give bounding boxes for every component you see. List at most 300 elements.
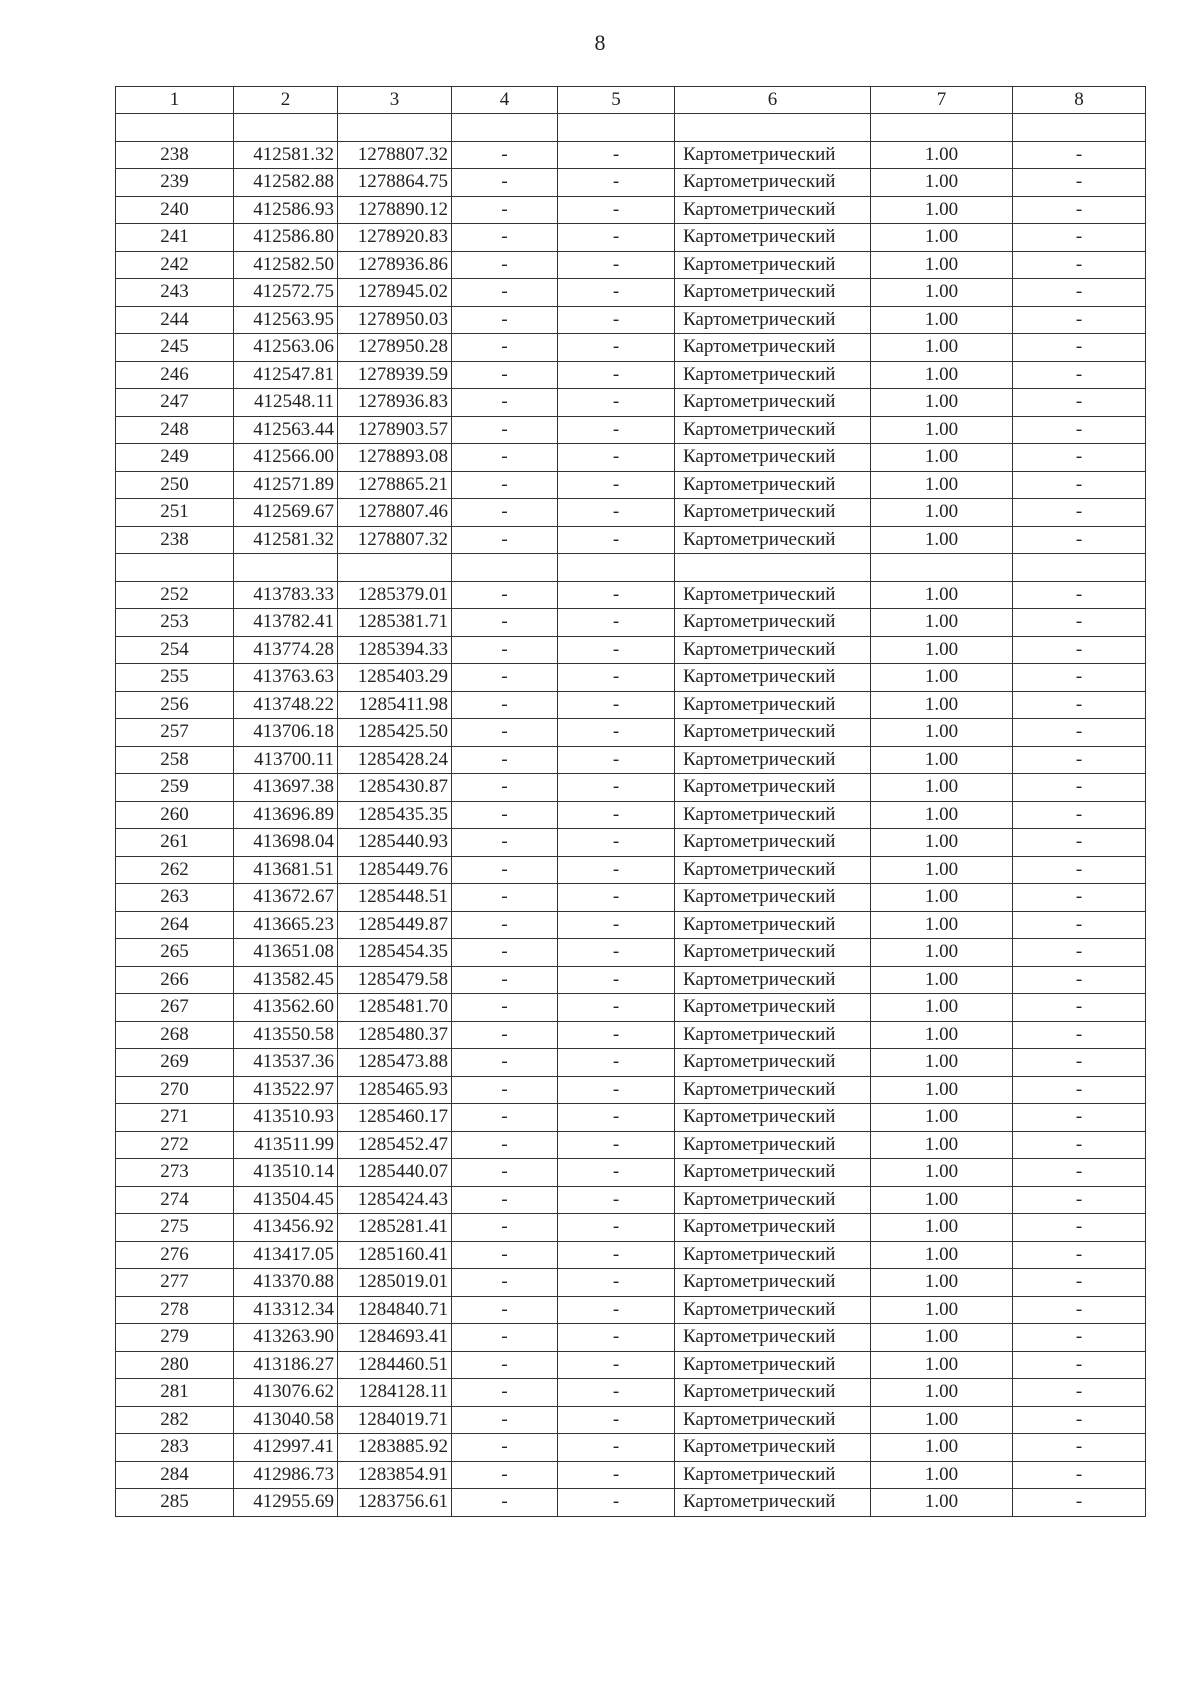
page-number: 8 [594, 30, 606, 55]
table-cell: 261 [116, 829, 234, 857]
table-cell: Картометрический [675, 609, 871, 637]
table-cell: 412563.44 [234, 416, 338, 444]
table-cell: - [452, 664, 558, 692]
table-cell: 413550.58 [234, 1021, 338, 1049]
table-cell: 265 [116, 939, 234, 967]
table-cell: - [1013, 884, 1146, 912]
table-cell: 1.00 [871, 774, 1013, 802]
table-cell: Картометрический [675, 444, 871, 472]
table-cell: - [1013, 1434, 1146, 1462]
table-cell: 413504.45 [234, 1186, 338, 1214]
table-cell: - [1013, 1131, 1146, 1159]
table-cell: 1285424.43 [338, 1186, 452, 1214]
table-cell: - [558, 526, 675, 554]
table-cell: 412582.88 [234, 169, 338, 197]
table-cell: 1.00 [871, 526, 1013, 554]
table-cell: Картометрический [675, 581, 871, 609]
table-cell: - [452, 1049, 558, 1077]
table-cell: 284 [116, 1461, 234, 1489]
table-cell: 1.00 [871, 361, 1013, 389]
table-row [116, 389, 1146, 417]
table-cell: - [558, 169, 675, 197]
table-row [116, 911, 1146, 939]
empty-cell [871, 114, 1013, 142]
table-cell: 241 [116, 224, 234, 252]
table-cell: - [1013, 196, 1146, 224]
column-header: 1 [116, 87, 234, 114]
table-cell: - [1013, 636, 1146, 664]
table-row [116, 1379, 1146, 1407]
table-cell: - [558, 1104, 675, 1132]
table-cell: 258 [116, 746, 234, 774]
column-header: 7 [871, 87, 1013, 114]
table-cell: 413582.45 [234, 966, 338, 994]
table-cell: - [1013, 1379, 1146, 1407]
table-cell: 1278807.46 [338, 499, 452, 527]
table-cell: - [1013, 829, 1146, 857]
table-cell: 1.00 [871, 884, 1013, 912]
table-cell: - [1013, 471, 1146, 499]
table-row [116, 939, 1146, 967]
table-cell: 276 [116, 1241, 234, 1269]
table-cell: 1.00 [871, 334, 1013, 362]
table-cell: - [558, 1461, 675, 1489]
table-cell: 412566.00 [234, 444, 338, 472]
table-row [116, 966, 1146, 994]
table-cell: 413186.27 [234, 1351, 338, 1379]
table-cell: 272 [116, 1131, 234, 1159]
empty-cell [116, 114, 234, 142]
table-cell: 413040.58 [234, 1406, 338, 1434]
table-cell: 268 [116, 1021, 234, 1049]
table-cell: 413665.23 [234, 911, 338, 939]
table-cell: Картометрический [675, 884, 871, 912]
table-cell: 238 [116, 141, 234, 169]
table-cell: Картометрический [675, 279, 871, 307]
table-cell: 1.00 [871, 499, 1013, 527]
table-row [116, 169, 1146, 197]
table-cell: Картометрический [675, 196, 871, 224]
table-row [116, 884, 1146, 912]
table-cell: 266 [116, 966, 234, 994]
table-row [116, 1351, 1146, 1379]
table-cell: - [1013, 361, 1146, 389]
table-cell: Картометрический [675, 1076, 871, 1104]
table-cell: 1278903.57 [338, 416, 452, 444]
table-cell: 239 [116, 169, 234, 197]
table-cell: - [558, 1214, 675, 1242]
table-cell: 1284460.51 [338, 1351, 452, 1379]
table-row [116, 774, 1146, 802]
table-cell: - [558, 966, 675, 994]
table-cell: 1.00 [871, 719, 1013, 747]
table-cell: 413076.62 [234, 1379, 338, 1407]
table-row [116, 1131, 1146, 1159]
table-cell: Картометрический [675, 1269, 871, 1297]
table-cell: 413456.92 [234, 1214, 338, 1242]
table-cell: Картометрический [675, 1104, 871, 1132]
table-cell: 1.00 [871, 416, 1013, 444]
table-cell: 1285403.29 [338, 664, 452, 692]
table-cell: 1285449.87 [338, 911, 452, 939]
table-cell: - [452, 1324, 558, 1352]
table-cell: 413562.60 [234, 994, 338, 1022]
table-cell: 413522.97 [234, 1076, 338, 1104]
table-cell: - [452, 279, 558, 307]
table-cell: - [452, 884, 558, 912]
table-row [116, 994, 1146, 1022]
table-cell: Картометрический [675, 361, 871, 389]
table-cell: 1278936.86 [338, 251, 452, 279]
table-cell: 1285448.51 [338, 884, 452, 912]
table-cell: 413417.05 [234, 1241, 338, 1269]
table-cell: - [452, 994, 558, 1022]
table-cell: Картометрический [675, 1489, 871, 1517]
table-cell: 413783.33 [234, 581, 338, 609]
table-cell: Картометрический [675, 169, 871, 197]
table-cell: - [452, 581, 558, 609]
table-cell: - [558, 471, 675, 499]
table-row [116, 1324, 1146, 1352]
table-cell: 1.00 [871, 1241, 1013, 1269]
table-cell: 412547.81 [234, 361, 338, 389]
table-cell: Картометрический [675, 746, 871, 774]
table-cell: - [1013, 691, 1146, 719]
empty-cell [234, 554, 338, 582]
table-cell: 1278864.75 [338, 169, 452, 197]
coordinates-table [115, 86, 1146, 1517]
table-cell: Картометрический [675, 1159, 871, 1187]
table-cell: 1285411.98 [338, 691, 452, 719]
table-cell: 1283885.92 [338, 1434, 452, 1462]
table-cell: 1.00 [871, 801, 1013, 829]
table-cell: 259 [116, 774, 234, 802]
table-cell: - [452, 1076, 558, 1104]
table-row [116, 1296, 1146, 1324]
table-cell: 1285440.07 [338, 1159, 452, 1187]
table-cell: - [1013, 1461, 1146, 1489]
table-row [116, 306, 1146, 334]
table-cell: 1.00 [871, 1104, 1013, 1132]
table-cell: 1.00 [871, 746, 1013, 774]
table-cell: - [1013, 801, 1146, 829]
table-cell: - [452, 746, 558, 774]
table-cell: 1278807.32 [338, 526, 452, 554]
empty-cell [871, 554, 1013, 582]
table-cell: 1285394.33 [338, 636, 452, 664]
table-cell: - [452, 471, 558, 499]
table-cell: 285 [116, 1489, 234, 1517]
table-cell: 1.00 [871, 224, 1013, 252]
table-cell: - [452, 526, 558, 554]
table-cell: - [1013, 911, 1146, 939]
table-cell: - [452, 1461, 558, 1489]
table-row [116, 141, 1146, 169]
table-row [116, 251, 1146, 279]
table-cell: - [558, 389, 675, 417]
table-cell: - [452, 856, 558, 884]
table-cell: - [1013, 966, 1146, 994]
table-cell: 1.00 [871, 1379, 1013, 1407]
table-cell: 1.00 [871, 939, 1013, 967]
table-cell: - [452, 169, 558, 197]
table-cell: 1278936.83 [338, 389, 452, 417]
table-cell: 412986.73 [234, 1461, 338, 1489]
table-cell: 1285281.41 [338, 1214, 452, 1242]
table-cell: - [452, 416, 558, 444]
table-cell: Картометрический [675, 1296, 871, 1324]
table-cell: - [1013, 746, 1146, 774]
column-header: 6 [675, 87, 871, 114]
table-cell: - [558, 994, 675, 1022]
empty-cell [452, 114, 558, 142]
table-row [116, 856, 1146, 884]
table-cell: 1.00 [871, 994, 1013, 1022]
table-row [116, 224, 1146, 252]
table-cell: 1283854.91 [338, 1461, 452, 1489]
table-cell: Картометрический [675, 526, 871, 554]
table-cell: 413681.51 [234, 856, 338, 884]
table-cell: - [558, 636, 675, 664]
empty-cell [234, 114, 338, 142]
table-cell: - [452, 801, 558, 829]
table-cell: 413312.34 [234, 1296, 338, 1324]
table-cell: - [558, 1296, 675, 1324]
table-cell: - [1013, 1021, 1146, 1049]
table-cell: Картометрический [675, 994, 871, 1022]
table-cell: 275 [116, 1214, 234, 1242]
table-cell: - [1013, 1159, 1146, 1187]
table-cell: 1.00 [871, 1131, 1013, 1159]
table-cell: 1.00 [871, 1296, 1013, 1324]
table-cell: Картометрический [675, 1186, 871, 1214]
table-cell: - [1013, 169, 1146, 197]
table-cell: 1.00 [871, 636, 1013, 664]
table-cell: 413510.14 [234, 1159, 338, 1187]
table-cell: - [452, 1379, 558, 1407]
table-cell: 413700.11 [234, 746, 338, 774]
table-cell: - [1013, 1296, 1146, 1324]
table-cell: 269 [116, 1049, 234, 1077]
table-cell: 1285430.87 [338, 774, 452, 802]
table-cell: 1284693.41 [338, 1324, 452, 1352]
table-cell: 1285460.17 [338, 1104, 452, 1132]
table-cell: - [1013, 416, 1146, 444]
table-cell: - [452, 1214, 558, 1242]
table-cell: - [558, 1406, 675, 1434]
table-cell: - [558, 1489, 675, 1517]
table-cell: Картометрический [675, 636, 871, 664]
table-cell: - [452, 719, 558, 747]
table-cell: 283 [116, 1434, 234, 1462]
table-cell: 1278807.32 [338, 141, 452, 169]
table-cell: 1278945.02 [338, 279, 452, 307]
table-row [116, 581, 1146, 609]
table-cell: 412582.50 [234, 251, 338, 279]
table-cell: 254 [116, 636, 234, 664]
column-header: 4 [452, 87, 558, 114]
table-cell: - [558, 361, 675, 389]
table-cell: - [1013, 774, 1146, 802]
table-cell: 1285480.37 [338, 1021, 452, 1049]
table-cell: - [558, 1379, 675, 1407]
table-row [116, 471, 1146, 499]
table-cell: Картометрический [675, 1434, 871, 1462]
table-row [116, 664, 1146, 692]
table-cell: - [558, 911, 675, 939]
table-cell: 1.00 [871, 444, 1013, 472]
table-cell: 412997.41 [234, 1434, 338, 1462]
table-cell: - [452, 1434, 558, 1462]
empty-cell [1013, 114, 1146, 142]
column-header: 8 [1013, 87, 1146, 114]
table-cell: - [558, 774, 675, 802]
empty-cell [1013, 554, 1146, 582]
table-cell: Картометрический [675, 1324, 871, 1352]
table-cell: - [558, 1324, 675, 1352]
table-cell: 1.00 [871, 1021, 1013, 1049]
table-cell: 413651.08 [234, 939, 338, 967]
table-cell: 1285454.35 [338, 939, 452, 967]
table-cell: 1.00 [871, 1351, 1013, 1379]
table-row [116, 1241, 1146, 1269]
table-cell: - [452, 1131, 558, 1159]
table-row [116, 691, 1146, 719]
table-cell: Картометрический [675, 251, 871, 279]
table-cell: - [1013, 1241, 1146, 1269]
table-cell: - [558, 279, 675, 307]
table-cell: 413774.28 [234, 636, 338, 664]
table-row [116, 1186, 1146, 1214]
table-cell: - [452, 389, 558, 417]
table-cell: - [452, 1489, 558, 1517]
table-cell: - [452, 141, 558, 169]
table-cell: Картометрический [675, 774, 871, 802]
table-cell: - [1013, 1489, 1146, 1517]
table-cell: 1.00 [871, 1434, 1013, 1462]
table-cell: 1284019.71 [338, 1406, 452, 1434]
column-header: 5 [558, 87, 675, 114]
table-cell: - [452, 966, 558, 994]
table-row [116, 609, 1146, 637]
table-cell: 280 [116, 1351, 234, 1379]
table-cell: 1.00 [871, 1159, 1013, 1187]
table-cell: 412955.69 [234, 1489, 338, 1517]
table-row [116, 196, 1146, 224]
table-cell: - [1013, 1186, 1146, 1214]
table-cell: - [558, 251, 675, 279]
empty-cell [338, 114, 452, 142]
table-cell: 1285425.50 [338, 719, 452, 747]
table-cell: - [1013, 1104, 1146, 1132]
table-cell: 255 [116, 664, 234, 692]
table-cell: 412586.80 [234, 224, 338, 252]
table-cell: Картометрический [675, 856, 871, 884]
table-cell: 412563.95 [234, 306, 338, 334]
table-cell: Картометрический [675, 1021, 871, 1049]
table-cell: 249 [116, 444, 234, 472]
table-cell: - [558, 1269, 675, 1297]
table-cell: 256 [116, 691, 234, 719]
table-cell: 413696.89 [234, 801, 338, 829]
table-cell: - [558, 829, 675, 857]
table-cell: 1285381.71 [338, 609, 452, 637]
empty-cell [675, 114, 871, 142]
table-cell: - [1013, 1351, 1146, 1379]
table-cell: 1285019.01 [338, 1269, 452, 1297]
table-cell: 412581.32 [234, 526, 338, 554]
table-cell: - [1013, 141, 1146, 169]
table-cell: 264 [116, 911, 234, 939]
table-row [116, 526, 1146, 554]
table-cell: 1285449.76 [338, 856, 452, 884]
table-row [116, 1049, 1146, 1077]
table-cell: Картометрический [675, 719, 871, 747]
table-cell: - [558, 1351, 675, 1379]
table-cell: - [1013, 581, 1146, 609]
table-cell: 240 [116, 196, 234, 224]
table-cell: 1.00 [871, 471, 1013, 499]
table-cell: - [1013, 224, 1146, 252]
table-cell: - [558, 1434, 675, 1462]
table-cell: 270 [116, 1076, 234, 1104]
table-cell: 413697.38 [234, 774, 338, 802]
table-cell: - [452, 306, 558, 334]
table-cell: 412581.32 [234, 141, 338, 169]
table-cell: 262 [116, 856, 234, 884]
table-cell: - [558, 334, 675, 362]
table-cell: Картометрический [675, 306, 871, 334]
table-cell: - [558, 801, 675, 829]
table-cell: 412548.11 [234, 389, 338, 417]
table-cell: 1.00 [871, 1324, 1013, 1352]
table-cell: - [452, 1351, 558, 1379]
table-cell: 1.00 [871, 1214, 1013, 1242]
empty-cell [116, 554, 234, 582]
table-cell: 413263.90 [234, 1324, 338, 1352]
table-cell: - [452, 691, 558, 719]
table-cell: 274 [116, 1186, 234, 1214]
table-cell: - [452, 1269, 558, 1297]
table-cell: 246 [116, 361, 234, 389]
table-cell: 1.00 [871, 581, 1013, 609]
table-cell: - [452, 444, 558, 472]
table-cell: 1278920.83 [338, 224, 452, 252]
table-cell: 1.00 [871, 251, 1013, 279]
table-cell: - [452, 829, 558, 857]
table-cell: - [1013, 526, 1146, 554]
table-cell: - [558, 1076, 675, 1104]
empty-cell [452, 554, 558, 582]
table-cell: Картометрический [675, 1241, 871, 1269]
column-header: 3 [338, 87, 452, 114]
table-cell: - [1013, 334, 1146, 362]
table-cell: - [452, 609, 558, 637]
table-cell: 279 [116, 1324, 234, 1352]
table-cell: - [558, 581, 675, 609]
table-cell: - [452, 251, 558, 279]
table-cell: - [1013, 1076, 1146, 1104]
table-cell: Картометрический [675, 224, 871, 252]
table-cell: 1285379.01 [338, 581, 452, 609]
table-cell: 277 [116, 1269, 234, 1297]
table-row [116, 444, 1146, 472]
table-cell: 1.00 [871, 1269, 1013, 1297]
table-cell: Картометрический [675, 911, 871, 939]
table-cell: 278 [116, 1296, 234, 1324]
table-cell: 1285452.47 [338, 1131, 452, 1159]
table-cell: 413511.99 [234, 1131, 338, 1159]
